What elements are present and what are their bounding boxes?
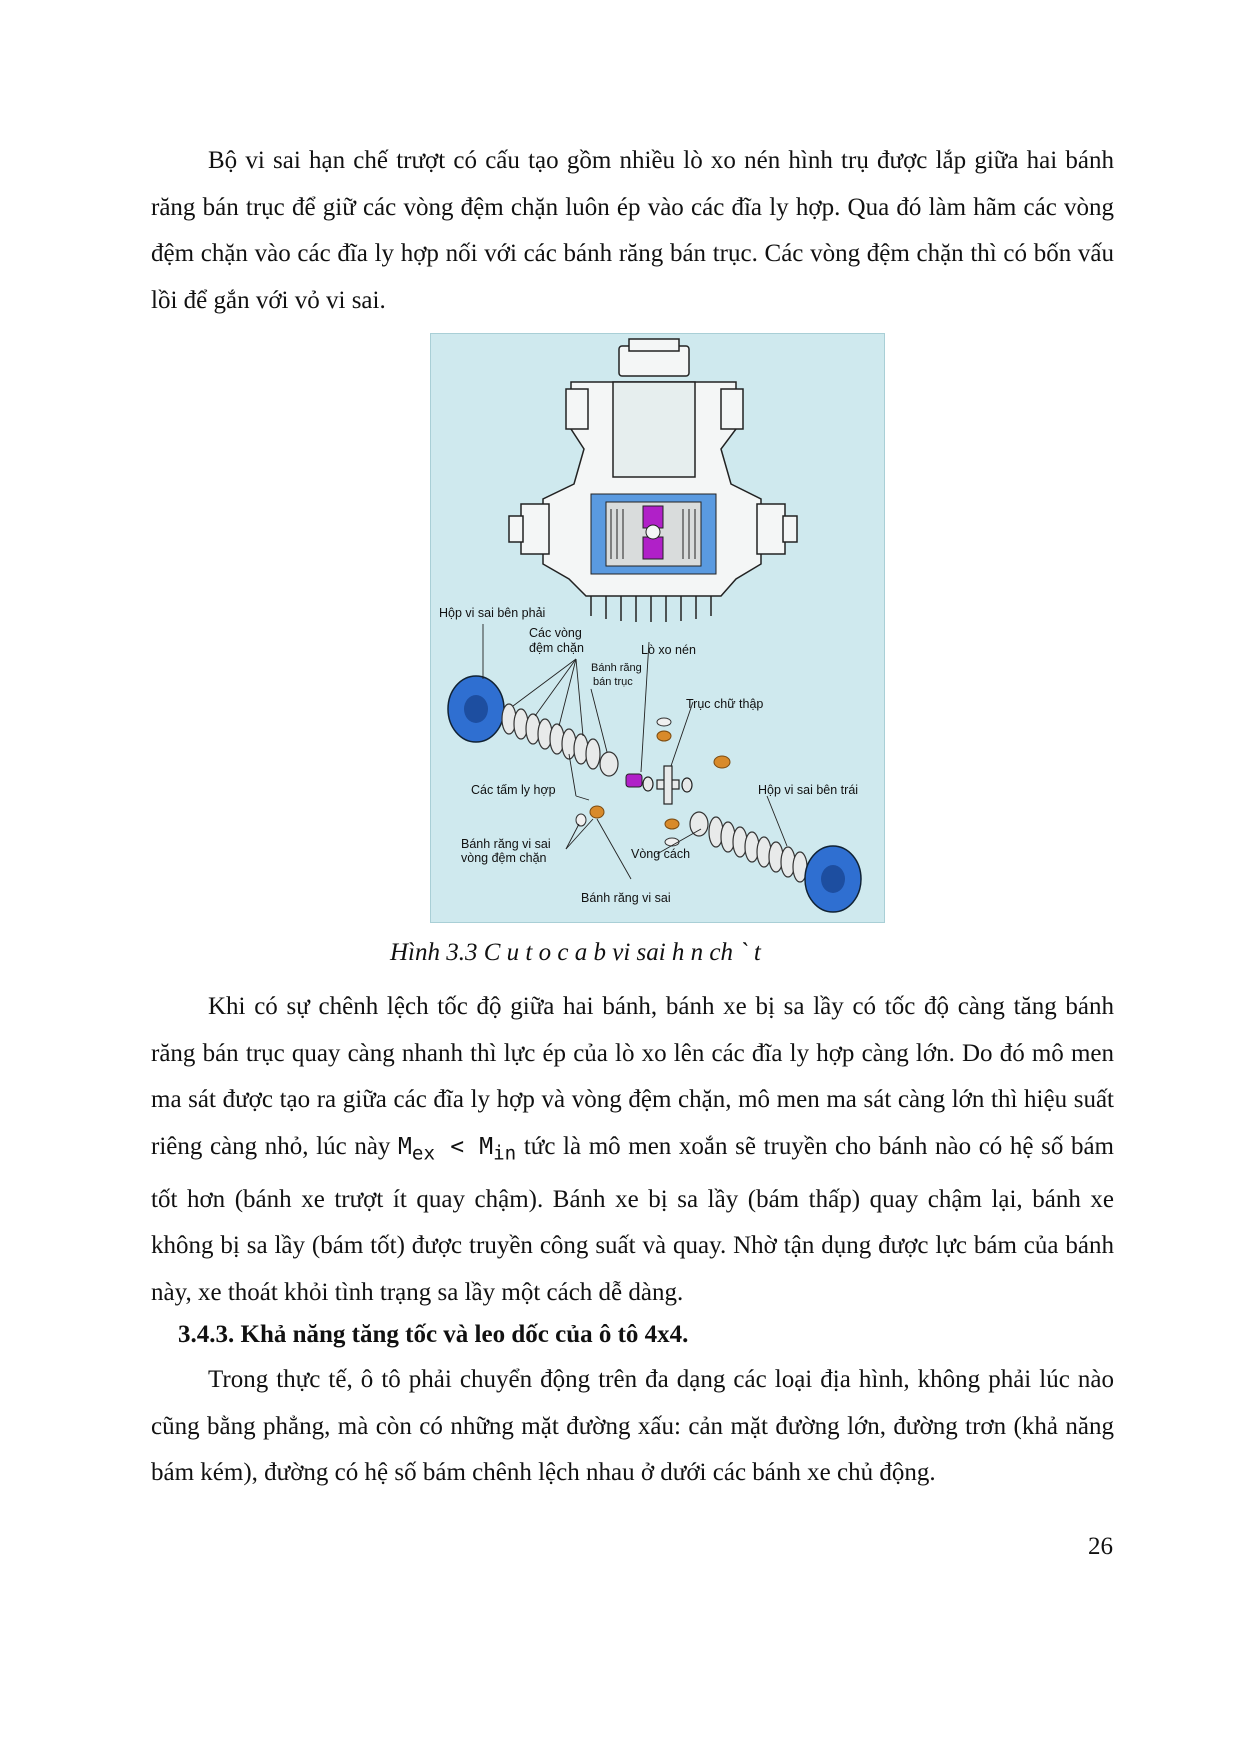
- paragraph-lsd-structure: Bộ vi sai hạn chế trượt có cấu tạo gồm nhiều lò xo nén hình trụ được lắp giữa hai bánh răng bán trục để giữ các vòng đệm chặn luôn ép vào các đĩa ly hợp. Qua đó làm hãm các vòng đệm chặn vào các đĩa ly hợp nối với các bánh răng bán trục. Các vòng đệm chặn thì có bốn vấu lồi để gắn với vỏ vi sai.: [151, 147, 1114, 314]
- label-thrust-washers-2: đệm chặn: [529, 641, 584, 655]
- math-expression: $M_{ex} < M_{in}$: [398, 1133, 517, 1165]
- label-left-case: Hộp vi sai bên trái: [758, 783, 859, 797]
- label-pinion-washer-1: Bánh răng vi sai: [461, 837, 551, 851]
- paragraph-text-after-math: tức là mô men xoắn sẽ truyền cho bánh nào có hệ số bám tốt hơn (bánh xe trượt ít quay chậm). Bánh xe bị sa lầy (bám thấp) quay chậm lại, bánh xe không bị sa lầy (bám tốt) được truyền công suất và quay. Nhờ tận dụng được lực bám của bánh này, xe thoát khỏi tình trạng sa lầy một cách dễ dàng.: [151, 1132, 1115, 1306]
- differential-internals: [591, 494, 716, 574]
- right-clutch-pack: [502, 704, 618, 776]
- label-right-case: Hộp vi sai bên phải: [439, 606, 546, 620]
- paragraph-text-before-math: Khi có sự chênh lệch tốc độ giữa hai bánh, bánh xe bị sa lầy có tốc độ càng tăng bánh răng bán trục quay càng nhanh thì lực ép của lò xo lên các đĩa ly hợp càng lớn. Do đó mô men ma sát được tạo ra giữa các đĩa ly hợp và vòng đệm chặn, mô men ma sát càng lớn thì hiệu suất riêng càng nhỏ, lúc này: [151, 993, 1114, 1160]
- paragraph-terrain: Trong thực tế, ô tô phải chuyển động trên đa dạng các loại địa hình, không phải lúc nào cũng bằng phẳng, mà còn có những mặt đường xấu: cản mặt đường lớn, đường trơn (khả năng bám kém), đường có hệ số bám chênh lệch nhau ở dưới các bánh xe chủ động.: [151, 1366, 1114, 1486]
- label-side-gear-1: Bánh răng: [591, 662, 642, 674]
- paragraph-slip-behavior: [151, 984, 1114, 1316]
- spring-part: [626, 774, 642, 787]
- label-thrust-washers-1: Các vòng: [529, 626, 582, 640]
- label-side-gear-2: bán trục: [593, 676, 633, 688]
- label-clutch-plates: Các tấm ly hợp: [471, 783, 556, 797]
- figure-lsd-exploded-view: [430, 333, 885, 923]
- section-heading-3-4-3: 3.4.3. Khả năng tăng tốc và leo dốc của ô tô 4x4.: [178, 1321, 689, 1348]
- left-clutch-pack: [690, 812, 807, 882]
- cooling-fins: [591, 596, 711, 622]
- label-pinion-washer-2: vòng đệm chặn: [461, 851, 547, 865]
- label-spring: Lò xo nén: [641, 643, 696, 657]
- spider-part: [643, 766, 692, 804]
- label-spacer: Vòng cách: [631, 847, 691, 861]
- lsd-diagram: [431, 334, 884, 922]
- label-pinion: Bánh răng vi sai: [581, 891, 671, 905]
- left-case-part: [805, 846, 861, 912]
- figure-caption: Hình 3.3 C u t o c a b vi sai h n ch ` t: [390, 939, 761, 966]
- label-spider: Trục chữ thập: [686, 697, 764, 711]
- page-number: 26: [1088, 1533, 1113, 1560]
- right-case-part: [448, 676, 504, 742]
